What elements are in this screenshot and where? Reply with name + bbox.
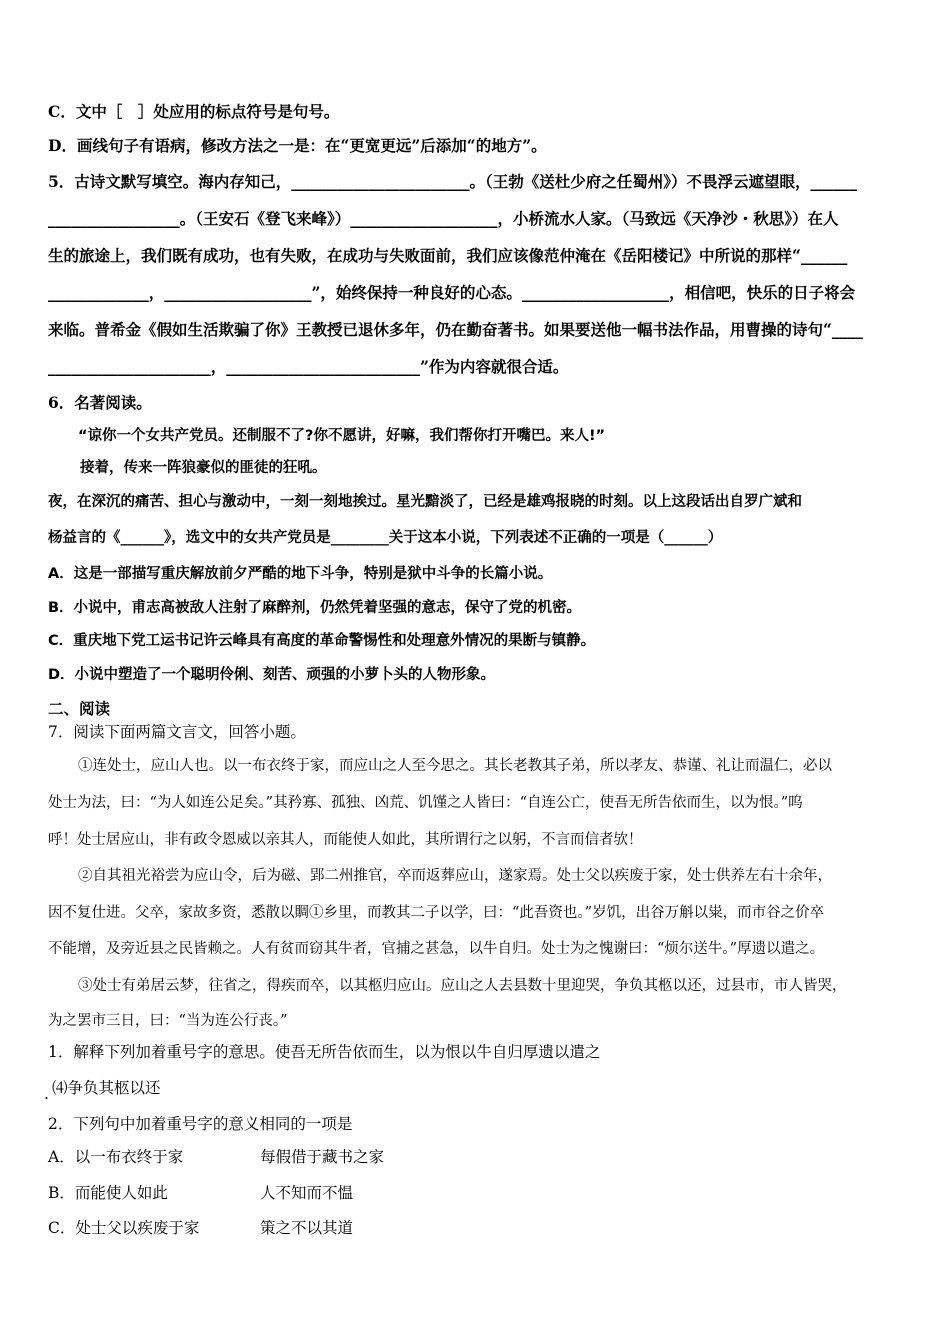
q7-intro: 7．阅读下面两篇文言文，回答小题。 bbox=[48, 723, 306, 741]
q7-option-a-right: 每假借于藏书之家 bbox=[260, 1148, 385, 1166]
q6-quote-1: “谅你一个女共产党员。还制服不了?你不愿讲，好嘛，我们帮你打开嘴巴。来人!” bbox=[78, 428, 606, 444]
q6-quote-2: 接着，传来一阵狼豪似的匪徒的狂吼。 bbox=[80, 460, 327, 476]
q4-option-c: C．文中［ ］处应用的标点符号是句号。 bbox=[48, 102, 340, 121]
q7-passage-line-1: ①连处士，应山人也。以一布衣终于家，而应山之人至今思之。其长老教其子弟，所以孝友、恭谨、礼让而温仁，必以 bbox=[78, 758, 832, 774]
q7-passage-line-7: ③处士有弟居云梦，往省之，得疾而卒，以其柩归应山。应山之人去县数十里迎哭，争负其柩以还，过县市，市人皆哭， bbox=[78, 978, 847, 994]
q5-line-6: _____________________，_________________________”作为内容就很合适。 bbox=[48, 357, 569, 376]
q7-subquestion-2: 2．下列句中加着重号字的意义相同的一项是 bbox=[48, 1115, 353, 1133]
q7-option-a-left: A．以一布衣终于家 bbox=[48, 1148, 184, 1166]
q7-option-b bbox=[48, 1181, 468, 1205]
q7-option-c bbox=[48, 1216, 468, 1240]
section-2-title: 二、阅读 bbox=[48, 699, 111, 718]
q7-option-b-left: B．而能使人如此 bbox=[48, 1184, 168, 1202]
q6-option-b: B．小说中，甫志高被敌人注射了麻醉剂，仍然凭着坚强的意志，保守了党的机密。 bbox=[48, 600, 582, 616]
q6-title: 6．名著阅读。 bbox=[48, 393, 152, 412]
q6-line-3: 夜，在深沉的痛苦、担心与激动中，一刻一刻地挨过。星光黯淡了，已经是雄鸡报晓的时刻。以上这段话出自罗广斌和 bbox=[48, 494, 802, 510]
q7-option-b-right: 人不知而不愠 bbox=[260, 1184, 354, 1202]
q6-line-4: 杨益言的《______》，选文中的女共产党员是________关于这本小说，下列表述不正确的一项是（______） bbox=[48, 530, 723, 546]
q4-option-d: D．画线句子有语病，修改方法之一是：在“更宽更远”后添加“的地方”。 bbox=[48, 136, 547, 155]
q7-subquestion-1-item-4: ⑷争负其柩以还 bbox=[52, 1079, 161, 1097]
q7-passage-line-5: 因不复仕进。父卒，家故多资，悉散以賙①乡里，而教其二子以学，曰：“此吾资也。”岁饥，出谷万斛以粜，而市谷之价卒 bbox=[48, 905, 825, 921]
q5-line-5: 来临。普希金《假如生活欺骗了你》王教授已退休多年，仍在勤奋著书。如果要送他一幅书法作品，用曹操的诗句“____ bbox=[48, 320, 863, 339]
q7-option-c-left: C．处士父以疾废于家 bbox=[48, 1219, 200, 1237]
q7-passage-line-4: ②自其祖光裕尝为应山令，后为磁、郢二州推官，卒而返葬应山，遂家焉。处士父以疾废于家，处士供养左右十余年， bbox=[78, 868, 832, 884]
q7-option-c-right: 策之不以其道 bbox=[260, 1219, 354, 1237]
q7-subquestion-1: 1．解释下列加着重号字的意思。使吾无所告依而生，以为恨以牛自归厚遗以遣之 bbox=[48, 1043, 601, 1061]
q7-option-a bbox=[48, 1145, 468, 1169]
q5-line-1: 5．古诗文默写填空。海内存知己，_______________________。（王勃《送杜少府之任蜀州》）不畏浮云遮望眼，______ bbox=[48, 172, 858, 191]
q5-line-3: 生的旅途上，我们既有成功，也有失败，在成功与失败面前，我们应该像范仲淹在《岳阳楼记》中所说的那样“______ bbox=[48, 246, 848, 265]
q7-subquestion-1-dot: . bbox=[44, 1085, 49, 1103]
q7-passage-line-8: 为之罢市三日，曰：“当为连公行丧。” bbox=[48, 1013, 288, 1029]
q6-option-d: D．小说中塑造了一个聪明伶俐、刻苦、顽强的小萝卜头的人物形象。 bbox=[48, 667, 496, 683]
q7-passage-line-6: 不能增，及旁近县之民皆赖之。人有贫而窃其牛者，官捕之甚急，以牛自归。处士为之愧谢曰：“烦尔送牛。”厚遗以遣之。 bbox=[48, 941, 825, 957]
q7-passage-line-2: 处士为法，曰：“为人如连公足矣。”其矜寡、孤独、凶荒、饥馑之人皆曰：“自连公亡，使吾无所告依而生，以为恨。”呜 bbox=[48, 795, 803, 811]
q5-line-4: _____________，___________________”，始终保持一种良好的心态。___________________，相信吧，快乐的日子将会 bbox=[48, 283, 856, 302]
q5-line-2: _________________。（王安石《登飞来峰》）___________________，小桥流水人家。（马致远《天净沙・秋思》）在人 bbox=[48, 209, 839, 228]
q6-option-c: C．重庆地下党工运书记许云峰具有高度的革命警惕性和处理意外情况的果断与镇静。 bbox=[48, 633, 596, 649]
q6-option-a: A．这是一部描写重庆解放前夕严酷的地下斗争，特别是狱中斗争的长篇小说。 bbox=[48, 566, 553, 582]
q7-passage-line-3: 呼！处士居应山，非有政令恩威以亲其人，而能使人如此，其所谓行之以躬，不言而信者欤！ bbox=[48, 832, 643, 848]
